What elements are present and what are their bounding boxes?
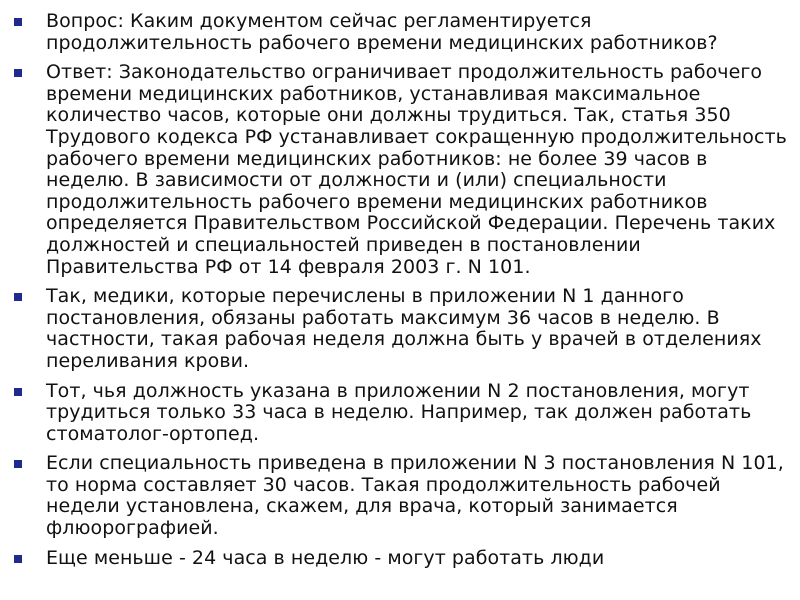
bullet-appendix-3 <box>0 453 800 539</box>
bullet-question <box>0 11 800 54</box>
square-bullet-icon <box>14 460 22 468</box>
bullet-text: Ответ: Законодательство ограничивает продолжительность рабочего времени медицинских работников, устанавливая максимальное количество часов, которые они должны трудиться. Так, статья 350 Трудового кодекса РФ устанавливает сокращенную продолжительность рабочего времени медицинских работников: не более 39 часов в неделю. В зависимости от должности и (или) специальности продолжительность рабочего времени медицинских работников определяется Правительством Российской Федерации. Перечень таких должностей и специальностей приведен в постановлении Правительства РФ от 14 февраля 2003 г. N 101. <box>46 61 787 278</box>
bullet-text: Еще меньше - 24 часа в неделю - могут работать люди <box>46 546 605 569</box>
bullet-text: Вопрос: Каким документом сейчас регламентируется продолжительность рабочего времени медицинских работников? <box>46 10 718 54</box>
bullet-partial <box>0 548 800 570</box>
bullet-appendix-1 <box>0 286 800 372</box>
bullet-text: Так, медики, которые перечислены в приложении N 1 данного постановления, обязаны работать максимум 36 часов в неделю. В частности, такая рабочая неделя должна быть у врачей в отделениях переливания крови. <box>46 285 762 372</box>
bullet-text: Если специальность приведена в приложении N 3 постановления N 101, то норма составляет 30 часов. Такая продолжительность рабочей недели установлена, скажем, для врача, который занимается флюорографией. <box>46 452 784 540</box>
bullet-appendix-2 <box>0 381 800 446</box>
bullet-text: Тот, чья должность указана в приложении N 2 постановления, могут трудиться только 33 часа в неделю. Например, так должен работать стоматолог-ортопед. <box>46 379 752 445</box>
square-bullet-icon <box>14 555 22 563</box>
square-bullet-icon <box>14 18 22 26</box>
square-bullet-icon <box>14 388 22 396</box>
square-bullet-icon <box>14 69 22 77</box>
bullet-answer <box>0 62 800 278</box>
square-bullet-icon <box>14 293 22 301</box>
bullet-list <box>0 11 800 577</box>
